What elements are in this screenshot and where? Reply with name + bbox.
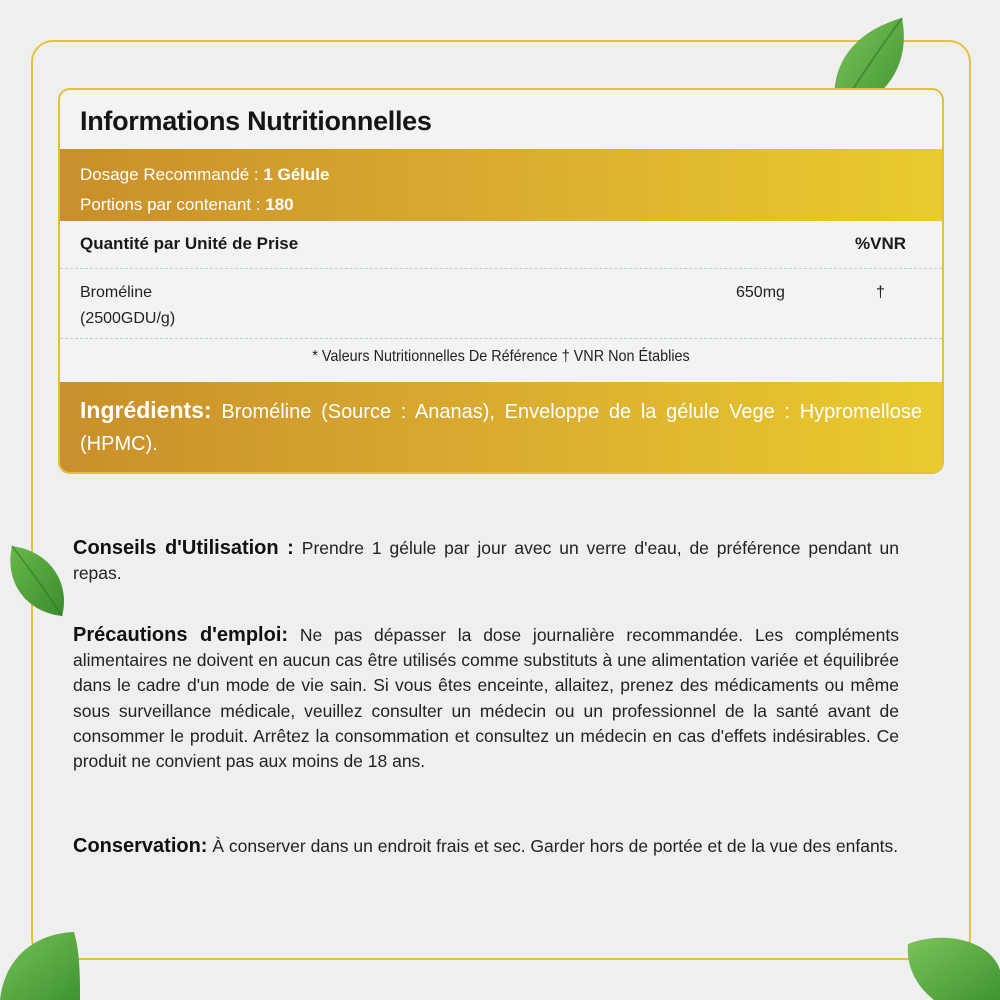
- conseils-section: [73, 536, 899, 586]
- nutrition-card: [58, 88, 944, 474]
- conservation-text: À conserver dans un endroit frais et sec. Garder hors de portée et de la vue des enfants.: [212, 836, 899, 856]
- dosage-value: 1 Gélule: [263, 165, 330, 184]
- dosage-label: Dosage Recommandé :: [80, 165, 259, 184]
- portions-label: Portions par contenant :: [80, 195, 261, 214]
- portions-line: [80, 190, 922, 220]
- conseils-label: Conseils d'Utilisation :: [73, 537, 294, 559]
- nutrition-title: Informations Nutritionnelles: [80, 106, 432, 136]
- table-row: [80, 280, 942, 332]
- dosage-band: [60, 149, 942, 221]
- conseils-text: Prendre 1 gélule par jour avec un verre d'eau, de préférence pendant un repas.: [73, 538, 899, 584]
- ingredient-vnr: †: [876, 284, 885, 301]
- precautions-text: Ne pas dépasser la dose journalière recommandée. Les compléments alimentaires ne doivent en aucun cas être utilisés comme substituts à une alimentation variée et équilibrée dans le cadre d'un mode de vie sain. Si vous êtes enceinte, allaitez, prenez des médicaments ou même sous surveillance médicale, veuillez consulter un médecin ou un professionnel de la santé avant de consommer le produit. Arrêtez la consommation et consultez un médecin en cas d'effets indésirables. Ce produit ne convient pas aux moins de 18 ans.: [73, 625, 900, 772]
- leaf-bottom-left-icon: [0, 926, 80, 1000]
- footnote: * Valeurs Nutritionnelles De Référence † VNR Non Établies: [312, 348, 690, 365]
- conservation-section: [73, 834, 899, 859]
- header-quantity: Quantité par Unité de Prise: [80, 234, 299, 253]
- ingredients-band: [60, 382, 942, 474]
- precautions-label: Précautions d'emploi:: [73, 624, 289, 646]
- conservation-label: Conservation:: [73, 835, 208, 857]
- ingredient-amount: 650mg: [736, 284, 785, 301]
- ingredients-text: Broméline (Source : Ananas), Enveloppe de la gélule Vege : Hypromellose (HPMC).: [80, 401, 922, 455]
- divider: [60, 268, 942, 269]
- leaf-left-icon: [4, 542, 70, 620]
- dosage-line: [80, 160, 922, 190]
- divider: [60, 338, 942, 339]
- table-header: [80, 234, 906, 254]
- precautions-section: [73, 623, 899, 774]
- portions-value: 180: [265, 195, 294, 214]
- header-vnr: %VNR: [854, 234, 906, 253]
- ingredients-label: Ingrédients:: [80, 397, 212, 423]
- leaf-bottom-right-icon: [904, 930, 1000, 1000]
- ingredient-potency: (2500GDU/g): [80, 310, 176, 327]
- ingredient-name: Broméline: [80, 284, 153, 301]
